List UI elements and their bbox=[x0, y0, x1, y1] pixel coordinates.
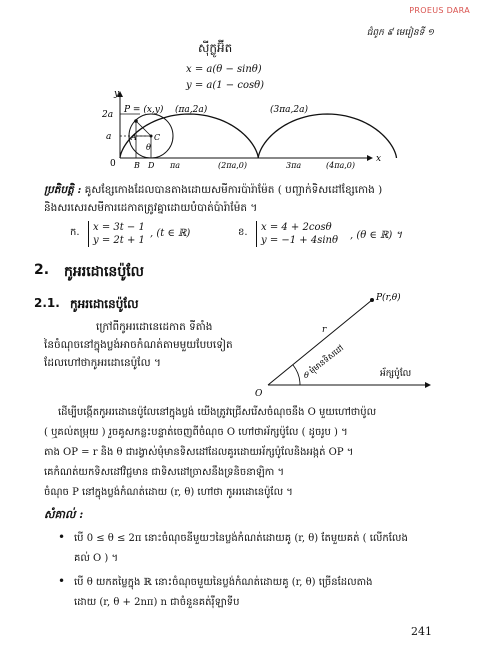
part-b-domain: , (θ ∈ ℝ) ។ bbox=[350, 230, 403, 241]
p1-line-1: ក្រៅពីកូអរដោនេដេកាត ទីតាំង bbox=[96, 321, 213, 333]
chapter-header: ជំពូក ៩ មេរៀនទី ១ bbox=[366, 28, 434, 38]
exercise-text-1: គូសខ្សែកោងដែលបានតាងដោយសមីការប៉ារ៉ាម៉ែត ( បញ្ជាក់ទិសដៅខ្សែកោង ) bbox=[81, 184, 383, 196]
polar-axis-text: អ័ក្សប៉ូលែ bbox=[380, 369, 412, 379]
bullet-1-dot: • bbox=[58, 530, 66, 544]
bullet-2-dot: • bbox=[58, 574, 66, 588]
B-label: B bbox=[134, 161, 140, 170]
p2-line-1: ដើម្បីបង្កើតកូអរដោនេប៉ូលែនៅក្នុងប្លង់ យើងត្រូវជ្រើសរើសចំណុចនឹង O មួយហៅថាប៉ូល bbox=[58, 407, 377, 418]
brand-header: PROEUS DARA bbox=[409, 6, 470, 15]
polar-r-label: r bbox=[322, 325, 327, 335]
cycloid-eq-x: x = a(θ − sinθ) bbox=[186, 64, 262, 75]
two-pi-label: (2πa,0) bbox=[218, 161, 247, 170]
exercise-text-2: និងសរសេរសមីការដេកាតត្រូវគ្នាដោយបំបាត់ប៉ារ៉ាម៉ែត ។ bbox=[44, 202, 258, 214]
two-a-label: 2a bbox=[102, 110, 114, 120]
section-21-number: 2.1. bbox=[34, 296, 60, 310]
bullet-1-line-1: បើ 0 ≤ θ ≤ 2π នោះចំណុចនីមួយៗនៃប្លង់កំណត់ដោយគូ (r, θ) តែមួយគត់ ( លើកលែង bbox=[74, 533, 408, 544]
bullet-2-line-1: បើ θ យកតម្លៃក្នុង ℝ នោះចំណុចមួយនៃប្លង់កំណត់ដោយគូ (r, θ) ច្រើនដែលតាង bbox=[74, 577, 373, 588]
three-pi-label: 3πa bbox=[286, 161, 302, 170]
polar-O-label: O bbox=[255, 389, 263, 399]
a-label: a bbox=[106, 132, 112, 142]
exercise-label: ប្រតិបត្តិ : bbox=[44, 184, 82, 196]
polar-angle-text: មុំមានទិសដៅ bbox=[307, 343, 346, 376]
radius-line bbox=[268, 300, 372, 385]
section-2-number: 2. bbox=[34, 262, 50, 278]
part-a-domain: , (t ∈ ℝ) bbox=[150, 228, 191, 239]
angle-arc bbox=[293, 365, 300, 385]
cycloid-title: ស៊ីក្លូអ៊ីត bbox=[198, 41, 233, 55]
p2-line-4: គេកំណត់យកទិសដៅវិជ្ជមាន ជាទិសដៅច្រាសនឹងទ្រនិចនាឡិកា ។ bbox=[44, 467, 285, 478]
polar-point-P bbox=[370, 298, 374, 302]
section-2-title: កូអរដោនេប៉ូលែ bbox=[64, 264, 144, 280]
section-21-title: កូអរដោនេប៉ូលែ bbox=[70, 297, 139, 311]
four-pi-label: (4πa,0) bbox=[326, 161, 355, 170]
A-label: A bbox=[131, 133, 137, 142]
p1-line-2: នៃចំណុចនៅក្នុងប្លង់អាចកំណត់តាមមួយបែបទៀត bbox=[44, 339, 233, 351]
y-label: y bbox=[114, 89, 120, 99]
part-b-y: y = −1 + 4sinθ bbox=[261, 235, 339, 246]
theta-label: θ bbox=[146, 143, 151, 152]
note-label: សំគាល់ : bbox=[44, 508, 84, 521]
polar-theta-label: θ bbox=[304, 371, 309, 380]
origin-label: 0 bbox=[110, 159, 116, 169]
part-a-y: y = 2t + 1 bbox=[93, 235, 145, 246]
D-label: D bbox=[148, 161, 155, 170]
polar-P-label: P(r,θ) bbox=[376, 293, 401, 303]
P-label: P = (x,y) bbox=[124, 105, 164, 115]
exercise-part-a-label: ក. bbox=[70, 227, 80, 238]
C-label: C bbox=[154, 133, 161, 142]
part-b-x: x = 4 + 2cosθ bbox=[261, 222, 332, 233]
pi-peak-label: (πa,2a) bbox=[175, 105, 208, 115]
p2-line-5: ចំណុច P នៅក្នុងប្លង់កំណត់ដោយ (r, θ) ហៅថា កូអរដោនេប៉ូលែ ។ bbox=[44, 487, 293, 498]
part-a-x: x = 3t − 1 bbox=[93, 222, 145, 233]
x-label: x bbox=[376, 154, 382, 164]
pi-a-label: πa bbox=[170, 161, 181, 170]
exercise-part-b-label: ខ. bbox=[238, 227, 248, 238]
three-pi-peak-label: (3πa,2a) bbox=[270, 105, 308, 115]
page-number: 241 bbox=[411, 625, 432, 638]
p2-line-3: តាង OP = r និង θ ជារង្វាស់មុំមានទិសដៅដែលគូរដោយអ័ក្សប៉ូលែនិងអង្កត់ OP ។ bbox=[44, 447, 354, 458]
p2-line-2: ( ឬគល់តម្រុយ ) រួចគូសកន្លះបន្ទាត់ចេញពីចំណុច O ហៅថាអ័ក្សប៉ូលែ ( ដូចរូប ) ។ bbox=[44, 427, 348, 438]
cycloid-eq-y: y = a(1 − cosθ) bbox=[186, 80, 265, 91]
p1-line-3: ដែលហៅថាកូអរដោនេប៉ូលែ ។ bbox=[44, 357, 161, 369]
bullet-1-line-2: គល់ O ) ។ bbox=[74, 553, 119, 564]
bullet-2-line-2: ដោយ (r, θ + 2nπ) n ជាចំនួនគត់រ៉ឺឡាទីប bbox=[74, 597, 240, 608]
